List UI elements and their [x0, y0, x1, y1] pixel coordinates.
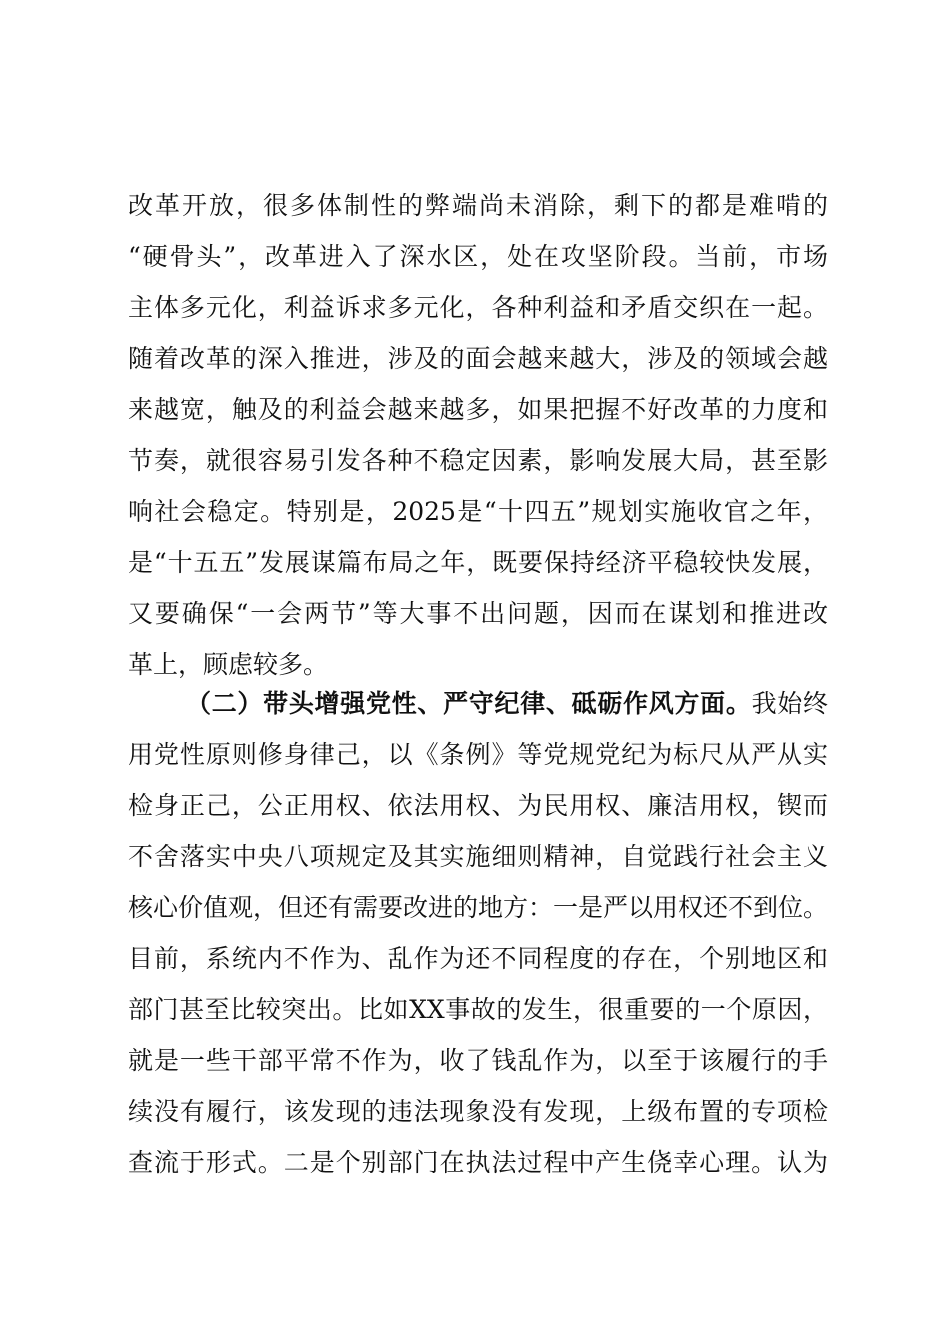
text-line: 节奏，就很容易引发各种不稳定因素，影响发展大局，甚至影	[128, 446, 828, 475]
text-line: 部门甚至比较突出。比如XX事故的发生，很重要的一个原因，	[128, 995, 828, 1024]
text-line: “硬骨头”，改革进入了深水区，处在攻坚阶段。当前，市场	[128, 242, 828, 271]
text-line: 目前，系统内不作为、乱作为还不同程度的存在，个别地区和	[128, 944, 828, 973]
text-line: 核心价值观，但还有需要改进的地方：一是严以用权还不到位。	[128, 893, 829, 922]
text-line: 随着改革的深入推进，涉及的面会越来越大，涉及的领域会越	[128, 344, 828, 373]
text-line: 是“十五五”发展谋篇布局之年，既要保持经济平稳较快发展，	[128, 548, 828, 577]
text-line: 就是一些干部平常不作为，收了钱乱作为，以至于该履行的手	[128, 1046, 828, 1075]
text-line: 主体多元化，利益诉求多元化，各种利益和矛盾交织在一起。	[128, 293, 828, 322]
text-line: 检身正己，公正用权、依法用权、为民用权、廉洁用权，锲而	[128, 791, 828, 820]
text-line: 响社会稳定。特别是，2025是“十四五”规划实施收官之年，	[128, 497, 828, 526]
text-line: 查流于形式。二是个别部门在执法过程中产生侥幸心理。认为	[128, 1148, 828, 1177]
paragraph-2-first-line	[186, 680, 828, 728]
text-line: 续没有履行，该发现的违法现象没有发现，上级布置的专项检	[128, 1097, 828, 1126]
text-line: 来越宽，触及的利益会越来越多，如果把握不好改革的力度和	[128, 395, 828, 424]
text-line: 用党性原则修身律己，以《条例》等党规党纪为标尺从严从实	[128, 740, 828, 769]
text-line: 又要确保“一会两节”等大事不出问题，因而在谋划和推进改	[128, 599, 828, 628]
first-line-text: 我始终	[751, 689, 828, 718]
text-line: 改革开放，很多体制性的弊端尚未消除，剩下的都是难啃的	[128, 191, 828, 220]
text-line: 革上，顾虑较多。	[128, 650, 329, 679]
text-line: 不舍落实中央八项规定及其实施细则精神，自觉践行社会主义	[128, 842, 828, 871]
section-heading: （二）带头增强党性、严守纪律、砥砺作风方面。	[186, 689, 752, 718]
